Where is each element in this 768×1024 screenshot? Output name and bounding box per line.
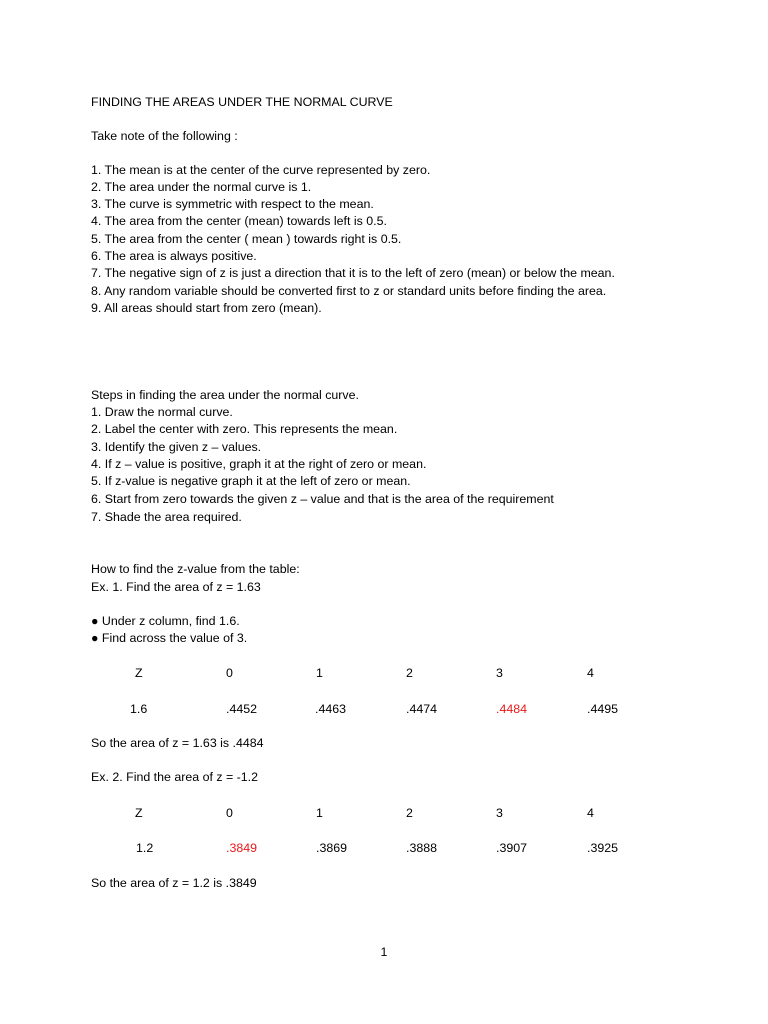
table-cell: 3 bbox=[496, 666, 503, 680]
example-1-result: So the area of z = 1.63 is .4484 bbox=[91, 736, 264, 750]
list-item: 5. If z-value is negative graph it at the left of zero or mean. bbox=[91, 474, 411, 488]
table-cell: .3907 bbox=[496, 841, 528, 855]
table-cell: .4463 bbox=[315, 702, 347, 716]
list-item: 9. All areas should start from zero (mean). bbox=[91, 301, 322, 315]
table-cell: .3869 bbox=[316, 841, 348, 855]
table-cell: 1 bbox=[316, 666, 323, 680]
list-item: 2. Label the center with zero. This represents the mean. bbox=[91, 422, 398, 436]
example-1-bullet: ● Find across the value of 3. bbox=[91, 631, 248, 645]
example-2-heading: Ex. 2. Find the area of z = -1.2 bbox=[91, 770, 259, 784]
list-item: 2. The area under the normal curve is 1. bbox=[91, 180, 312, 194]
table-cell: 1 bbox=[316, 806, 323, 820]
list-item: 8. Any random variable should be converted first to z or standard units before finding the area. bbox=[91, 284, 607, 298]
list-item: 1. Draw the normal curve. bbox=[91, 405, 233, 419]
table-cell: 2 bbox=[406, 666, 413, 680]
list-item: 3. The curve is symmetric with respect to the mean. bbox=[91, 197, 374, 211]
page-number: 1 bbox=[380, 945, 388, 959]
table-cell: 4 bbox=[587, 666, 594, 680]
list-item: 6. Start from zero towards the given z – value and that is the area of the requirement bbox=[91, 492, 554, 506]
list-item: 4. The area from the center (mean) towards left is 0.5. bbox=[91, 214, 387, 228]
table-cell: 1.6 bbox=[130, 702, 148, 716]
list-item: 7. Shade the area required. bbox=[91, 510, 242, 524]
howto-heading: How to find the z-value from the table: bbox=[91, 562, 300, 576]
list-item: 7. The negative sign of z is just a direction that it is to the left of zero (mean) or below the mean. bbox=[91, 266, 615, 280]
example-1-heading: Ex. 1. Find the area of z = 1.63 bbox=[91, 580, 261, 594]
page-title: FINDING THE AREAS UNDER THE NORMAL CURVE bbox=[91, 95, 393, 109]
table-cell: 4 bbox=[587, 806, 594, 820]
table-cell: 1.2 bbox=[136, 841, 154, 855]
table-cell: 3 bbox=[496, 806, 503, 820]
list-item: 4. If z – value is positive, graph it at the right of zero or mean. bbox=[91, 457, 427, 471]
list-item: 5. The area from the center ( mean ) towards right is 0.5. bbox=[91, 232, 402, 246]
highlighted-table-cell: .4484 bbox=[496, 702, 528, 716]
table-cell: 0 bbox=[226, 806, 233, 820]
example-2-result: So the area of z = 1.2 is .3849 bbox=[91, 876, 257, 890]
table-cell: 2 bbox=[406, 806, 413, 820]
list-item: 3. Identify the given z – values. bbox=[91, 440, 262, 454]
example-1-bullet: ● Under z column, find 1.6. bbox=[91, 614, 240, 628]
table-cell: .3925 bbox=[587, 841, 619, 855]
list-item: 1. The mean is at the center of the curve represented by zero. bbox=[91, 163, 431, 177]
table-cell: .4452 bbox=[226, 702, 258, 716]
table-cell: .4495 bbox=[587, 702, 619, 716]
table-cell: .3888 bbox=[406, 841, 438, 855]
table-cell: Z bbox=[135, 666, 143, 680]
list-item: 6. The area is always positive. bbox=[91, 249, 257, 263]
highlighted-table-cell: .3849 bbox=[226, 841, 258, 855]
table-cell: Z bbox=[135, 806, 143, 820]
note-heading: Take note of the following : bbox=[91, 129, 238, 143]
table-cell: .4474 bbox=[406, 702, 438, 716]
table-cell: 0 bbox=[226, 666, 233, 680]
steps-heading: Steps in finding the area under the normal curve. bbox=[91, 388, 359, 402]
